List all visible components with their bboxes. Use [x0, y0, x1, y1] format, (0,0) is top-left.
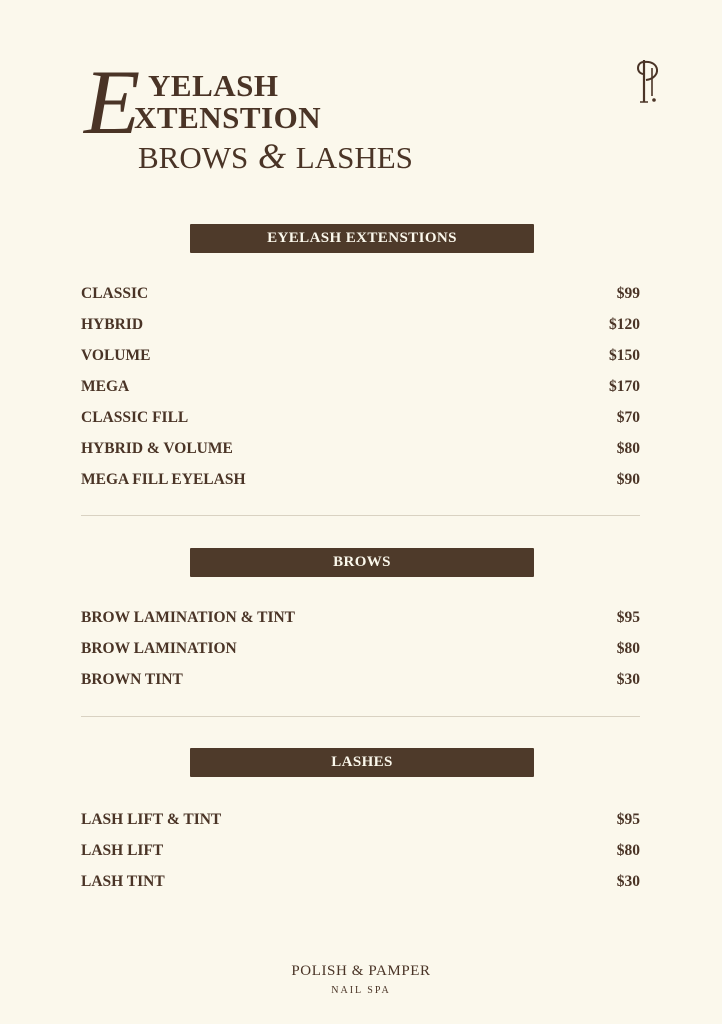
title-line-extenstion: XTENSTION — [134, 100, 322, 135]
pp-monogram-icon — [630, 56, 670, 108]
item-name: LASH LIFT — [81, 841, 164, 859]
menu-item — [81, 804, 640, 835]
section-divider — [81, 716, 640, 717]
item-price: $150 — [609, 346, 640, 364]
item-price: $80 — [616, 439, 640, 457]
item-name: BROW LAMINATION & TINT — [81, 608, 296, 626]
footer-brand-subtitle: NAIL SPA — [331, 985, 391, 996]
section-header-lashes: LASHES — [190, 748, 534, 777]
item-price: $90 — [616, 470, 640, 488]
item-price: $95 — [616, 810, 640, 828]
item-name: BROWN TINT — [81, 670, 183, 688]
menu-item — [81, 633, 640, 664]
title-lashes: LASHES — [295, 140, 413, 175]
lashes-list — [81, 804, 640, 897]
page-title — [84, 51, 464, 182]
menu-item — [81, 464, 640, 495]
item-price: $30 — [616, 872, 640, 890]
item-price: $120 — [609, 315, 640, 333]
item-name: HYBRID & VOLUME — [81, 439, 233, 457]
menu-item — [81, 664, 640, 695]
title-script-initial: E — [84, 51, 141, 153]
item-price: $80 — [616, 639, 640, 657]
title-line-eyelash: YELASH — [148, 68, 279, 103]
menu-item — [81, 866, 640, 897]
item-price: $30 — [616, 670, 640, 688]
item-name: MEGA FILL EYELASH — [81, 470, 246, 488]
item-name: CLASSIC — [81, 284, 149, 302]
menu-item — [81, 309, 640, 340]
item-name: CLASSIC FILL — [81, 408, 189, 426]
menu-item — [81, 340, 640, 371]
section-header-eyelash-extensions: EYELASH EXTENSTIONS — [190, 224, 534, 253]
eyelash-extensions-list — [81, 278, 640, 495]
item-name: LASH TINT — [81, 872, 165, 890]
item-price: $80 — [616, 841, 640, 859]
item-name: MEGA — [81, 377, 130, 395]
menu-item — [81, 433, 640, 464]
item-name: HYBRID — [81, 315, 144, 333]
item-name: LASH LIFT & TINT — [81, 810, 222, 828]
item-price: $95 — [616, 608, 640, 626]
item-price: $99 — [616, 284, 640, 302]
title-brows: BROWS — [138, 140, 249, 175]
footer-brand-name: POLISH & PAMPER — [291, 963, 431, 979]
item-name: BROW LAMINATION — [81, 639, 237, 657]
item-name: VOLUME — [81, 346, 151, 364]
item-price: $70 — [616, 408, 640, 426]
section-header-brows: BROWS — [190, 548, 534, 577]
title-line-brows-lashes — [138, 138, 413, 174]
menu-item — [81, 402, 640, 433]
title-ampersand: & — [258, 136, 287, 176]
brows-list — [81, 602, 640, 695]
section-divider — [81, 515, 640, 516]
menu-item — [81, 602, 640, 633]
item-price: $170 — [609, 377, 640, 395]
menu-item — [81, 835, 640, 866]
menu-item — [81, 371, 640, 402]
menu-item — [81, 278, 640, 309]
